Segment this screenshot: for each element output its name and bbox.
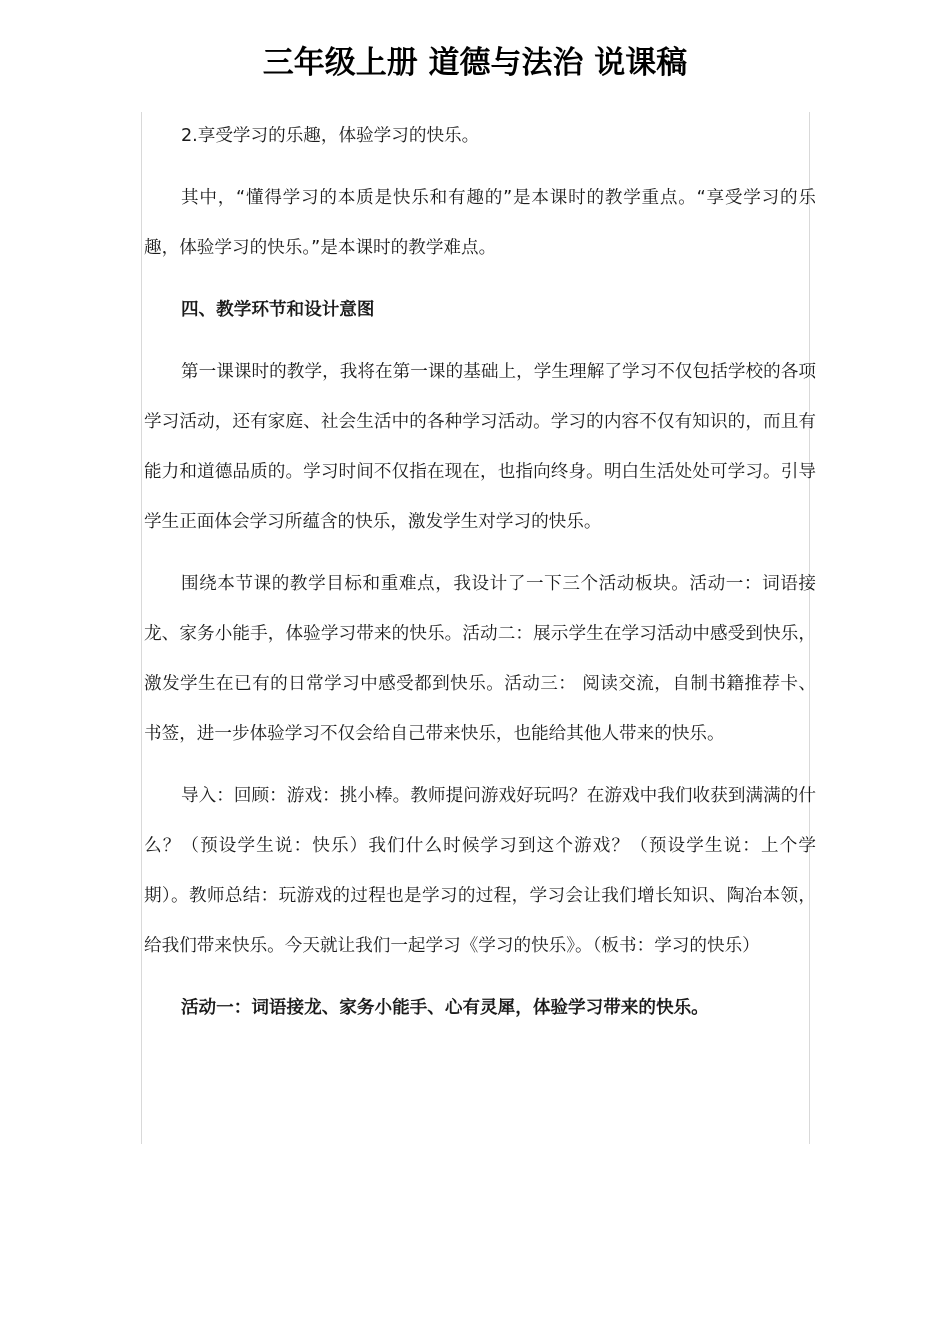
section-heading: 四、教学环节和设计意图	[180, 300, 375, 320]
paragraph: 其中，“懂得学习的本质是快乐和有趣的”是本课时的教学重点。“享受学习的乐趣，体验学习的快乐。”是本课时的教学难点。	[144, 188, 816, 258]
document-body	[144, 111, 816, 1045]
page-title: 三年级上册 道德与法治 说课稿	[262, 45, 688, 81]
paragraph: 围绕本节课的教学目标和重难点，我设计了一下三个活动板块。活动一：词语接龙、家务小能手，体验学习带来的快乐。活动二：展示学生在学习活动中感受到快乐，激发学生在已有的日常学习中感受都到快乐。活动三： 阅读交流，自制书籍推荐卡、书签，进一步体验学习不仅会给自己带来快乐，也能给其他人带来的快乐。	[144, 574, 816, 744]
paragraph: 第一课课时的教学，我将在第一课的基础上，学生理解了学习不仅包括学校的各项学习活动，还有家庭、社会生活中的各种学习活动。学习的内容不仅有知识的，而且有能力和道德品质的。学习时间不仅指在现在，也指向终身。明白生活处处可学习。引导学生正面体会学习所蕴含的快乐，激发学生对学习的快乐。	[144, 362, 816, 532]
activity-heading: 活动一：词语接龙、家务小能手、心有灵犀，体验学习带来的快乐。	[180, 998, 709, 1018]
paragraph: 2.享受学习的乐趣，体验学习的快乐。	[180, 126, 480, 146]
paragraph: 导入：回顾：游戏：挑小棒。教师提问游戏好玩吗？在游戏中我们收获到满满的什么？（预设学生说：快乐）我们什么时候学习到这个游戏？（预设学生说：上个学期）。教师总结：玩游戏的过程也是学习的过程，学习会让我们增长知识、陶冶本领，给我们带来快乐。今天就让我们一起学习《学习的快乐》。（板书：学习的快乐）	[144, 786, 816, 956]
